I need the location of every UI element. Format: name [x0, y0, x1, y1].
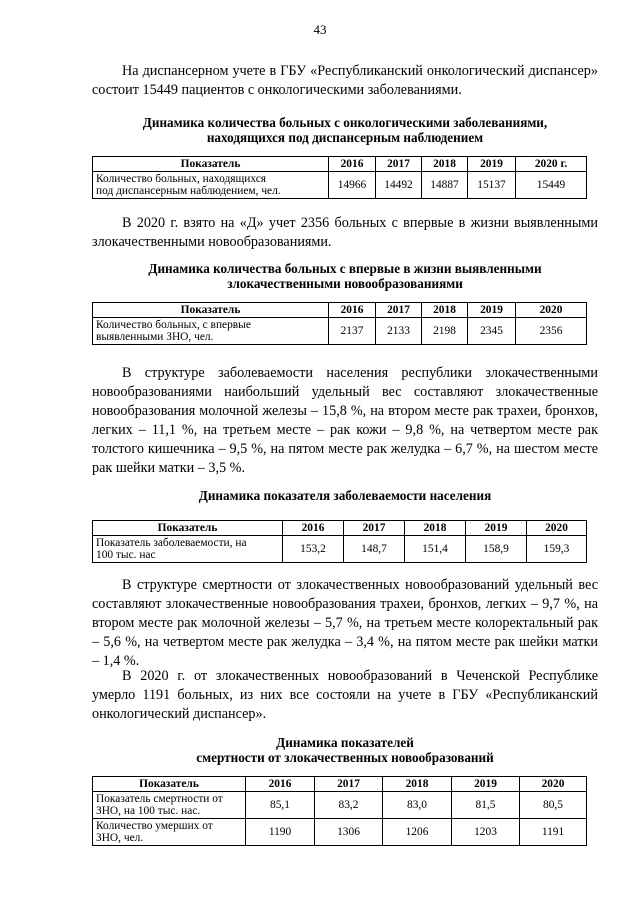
table1-title: [92, 115, 598, 145]
row-label: [93, 536, 283, 563]
value-cell: 1191: [520, 819, 587, 846]
header-cell: 2016: [329, 303, 376, 318]
row-label: [93, 318, 329, 345]
value-cell: 14966: [329, 172, 376, 199]
header-cell: 2016: [246, 777, 315, 792]
table-row: [93, 819, 587, 846]
value-cell: 83,0: [383, 792, 452, 819]
table2-title-line1: Динамика количества больных с впервые в жизни выявленными: [148, 261, 542, 276]
table3-title: Динамика показателя заболеваемости населения: [198, 488, 492, 503]
value-cell: 158,9: [466, 536, 527, 563]
table1-title-line2: находящихся под диспансерным наблюдением: [206, 130, 484, 145]
row-label-line: Количество больных, с впервые: [96, 319, 251, 331]
row-label: [93, 172, 329, 199]
header-cell: Показатель: [93, 521, 283, 536]
table-row: [93, 536, 587, 563]
table4-title-line1: Динамика показателей: [276, 735, 414, 750]
row-label: [93, 792, 246, 819]
value-cell: 2133: [376, 318, 422, 345]
table-dispensary-patients: [92, 156, 587, 199]
header-cell: 2019: [466, 521, 527, 536]
value-cell: 80,5: [520, 792, 587, 819]
header-cell: Показатель: [93, 157, 329, 172]
table-header-row: [93, 521, 587, 536]
value-cell: 1306: [315, 819, 383, 846]
header-cell: 2018: [422, 157, 468, 172]
paragraph-deaths-2020: В 2020 г. от злокачественных новообразований в Чеченской Республике умерло 1191 больных, из них все состояли на учете в ГБУ «Республиканский онкологический диспансер».: [92, 668, 598, 722]
paragraph-dispensary-count: На диспансерном учете в ГБУ «Республиканский онкологический диспансер» состоит 15449 пациентов с онкологическими заболеваниями.: [92, 63, 598, 98]
value-cell: 159,3: [527, 536, 587, 563]
value-cell: 2345: [468, 318, 516, 345]
value-cell: 148,7: [344, 536, 405, 563]
header-cell: 2018: [405, 521, 466, 536]
row-label-line: Показатель смертности от: [96, 793, 223, 805]
header-cell: 2020 г.: [516, 157, 587, 172]
value-cell: 15137: [468, 172, 516, 199]
header-cell: 2019: [468, 157, 516, 172]
paragraph-mortality-structure: В структуре смертности от злокачественных новообразований удельный вес составляют злокачественные новообразования трахеи, бронхов, легких – 9,7 %, на втором месте рак молочной железы – 5,7 %, на третьем месте колоректальный рак – 5,6 %, на четвертом месте рак желудка – 3,4 %, на пятом месте рак шейки матки – 1,4 %.: [92, 577, 598, 669]
value-cell: 83,2: [315, 792, 383, 819]
row-label-line: Количество умерших от: [96, 820, 213, 832]
row-label-line: Показатель заболеваемости, на: [96, 537, 247, 549]
value-cell: 81,5: [452, 792, 520, 819]
header-cell: 2020: [516, 303, 587, 318]
table-row: [93, 172, 587, 199]
header-cell: 2019: [468, 303, 516, 318]
table-header-row: [93, 157, 587, 172]
value-cell: 1206: [383, 819, 452, 846]
header-cell: 2018: [422, 303, 468, 318]
row-label-line: выявленными ЗНО, чел.: [96, 331, 214, 343]
value-cell: 1190: [246, 819, 315, 846]
value-cell: 85,1: [246, 792, 315, 819]
header-cell: 2017: [376, 303, 422, 318]
header-cell: 2017: [315, 777, 383, 792]
row-label-line: ЗНО, на 100 тыс. нас.: [96, 805, 201, 817]
table-incidence-rate: [92, 520, 587, 563]
header-cell: 2017: [376, 157, 422, 172]
table-new-cases: [92, 302, 587, 345]
header-cell: 2018: [383, 777, 452, 792]
table-mortality: [92, 776, 587, 846]
header-cell: 2020: [527, 521, 587, 536]
header-cell: 2016: [283, 521, 344, 536]
value-cell: 14492: [376, 172, 422, 199]
table4-title-line2: смертности от злокачественных новообразований: [196, 750, 494, 765]
row-label-line: Количество больных, находящихся: [96, 173, 267, 185]
table-header-row: [93, 303, 587, 318]
header-cell: Показатель: [93, 777, 246, 792]
table1-title-line1: Динамика количества больных с онкологическими заболеваниями,: [142, 115, 548, 130]
table-row: [93, 792, 587, 819]
table2-title: [92, 261, 598, 291]
value-cell: 2137: [329, 318, 376, 345]
row-label-line: под диспансерным наблюдением, чел.: [96, 185, 281, 197]
value-cell: 15449: [516, 172, 587, 199]
table-row: [93, 318, 587, 345]
page-number: 43: [313, 22, 327, 37]
row-label-line: 100 тыс. нас: [96, 549, 156, 561]
value-cell: 1203: [452, 819, 520, 846]
header-cell: 2019: [452, 777, 520, 792]
table-header-row: [93, 777, 587, 792]
value-cell: 153,2: [283, 536, 344, 563]
value-cell: 2198: [422, 318, 468, 345]
header-cell: Показатель: [93, 303, 329, 318]
row-label: [93, 819, 246, 846]
value-cell: 14887: [422, 172, 468, 199]
paragraph-new-cases: В 2020 г. взято на «Д» учет 2356 больных с впервые в жизни выявленными злокачественными новообразованиями.: [92, 215, 598, 250]
table4-title: [92, 735, 598, 765]
table2-title-line2: злокачественными новообразованиями: [227, 276, 463, 291]
row-label-line: ЗНО, чел.: [96, 832, 144, 844]
header-cell: 2016: [329, 157, 376, 172]
value-cell: 151,4: [405, 536, 466, 563]
paragraph-incidence-structure: В структуре заболеваемости населения республики злокачественными новообразованиями наибольший удельный вес составляют злокачественные новообразования молочной железы – 15,8 %, на втором месте рак трахеи, бронхов, легких – 11,1 %, на третьем месте – рак кожи – 9,8 %, на четвертом месте рак толстого кишечника – 9,5 %, на пятом месте рак желудка – 6,7 %, на шестом месте рак шейки матки – 3,5 %.: [92, 365, 598, 476]
value-cell: 2356: [516, 318, 587, 345]
header-cell: 2020: [520, 777, 587, 792]
header-cell: 2017: [344, 521, 405, 536]
